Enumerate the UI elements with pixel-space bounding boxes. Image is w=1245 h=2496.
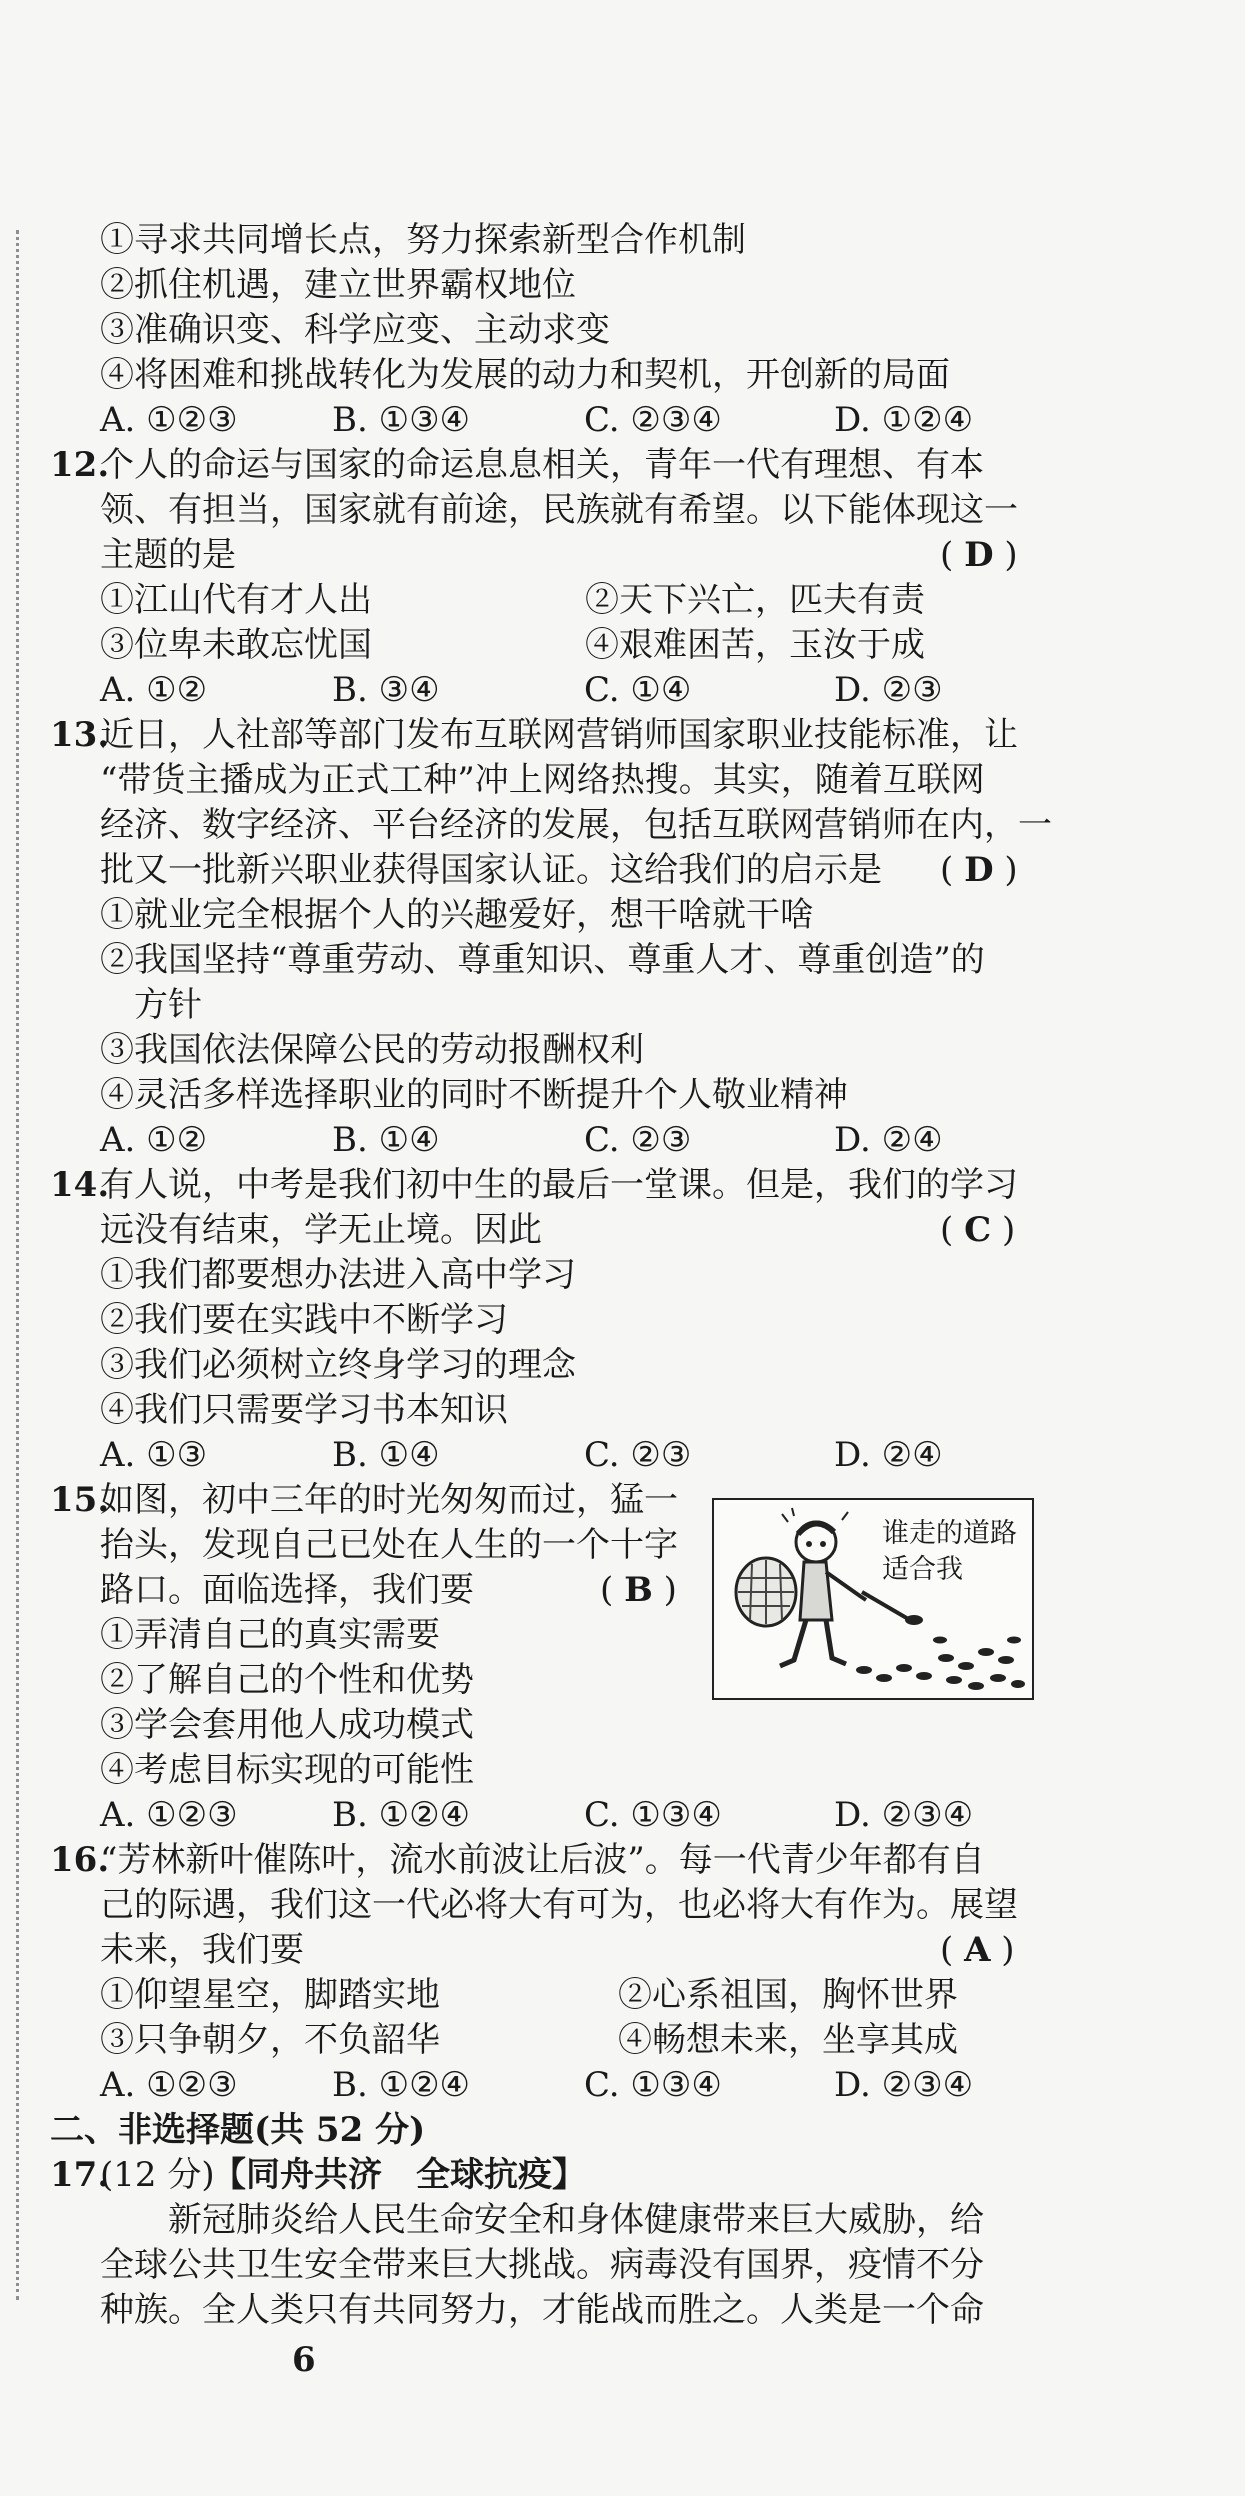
q17-title: 【同舟共济 全球抗疫】 xyxy=(212,2155,586,2195)
q17-number: 17. xyxy=(50,2155,110,2195)
q12-number: 12. xyxy=(50,445,110,485)
q16-option-1: ①仰望星空，脚踏实地 xyxy=(100,1975,440,2015)
q16-choice-a: A. ①②③ xyxy=(100,2065,238,2105)
q14-option-1: ①我们都要想办法进入高中学习 xyxy=(100,1255,576,1295)
q15-option-3: ③学会套用他人成功模式 xyxy=(100,1705,474,1745)
cartoon-caption-line-1: 谁走的道路 xyxy=(882,1518,1017,1549)
q14-answer: ( C ) xyxy=(940,1210,1016,1250)
q12-answer: ( D ) xyxy=(940,535,1018,575)
crossroads-cartoon xyxy=(712,1498,1034,1700)
q14-stem-line-1: 有人说，中考是我们初中生的最后一堂课。但是，我们的学习 xyxy=(100,1165,1018,1205)
q17-score: (12 分) xyxy=(100,2155,215,2195)
q13-option-3: ③我国依法保障公民的劳动报酬权利 xyxy=(100,1030,644,1070)
q14-stem-line-2: 远没有结束，学无止境。因此 xyxy=(100,1210,542,1250)
q11-choice-d: D. ①②④ xyxy=(834,400,974,440)
q15-choice-a: A. ①②③ xyxy=(100,1795,238,1835)
q12-choice-a: A. ①② xyxy=(100,670,208,710)
q12-stem-line-3: 主题的是 xyxy=(100,535,236,575)
q13-option-1: ①就业完全根据个人的兴趣爱好，想干啥就干啥 xyxy=(100,895,814,935)
q16-choice-b: B. ①②④ xyxy=(332,2065,471,2105)
q11-option-4: ④将困难和挑战转化为发展的动力和契机，开创新的局面 xyxy=(100,355,950,395)
q13-answer: ( D ) xyxy=(940,850,1018,890)
q14-option-2: ②我们要在实践中不断学习 xyxy=(100,1300,508,1340)
q12-choice-c: C. ①④ xyxy=(584,670,692,710)
q15-stem-line-2: 抬头，发现自己已处在人生的一个十字 xyxy=(100,1525,678,1565)
q16-number: 16. xyxy=(50,1840,110,1880)
q13-choice-d: D. ②④ xyxy=(834,1120,943,1160)
q13-number: 13. xyxy=(50,715,110,755)
q14-option-3: ③我们必须树立终身学习的理念 xyxy=(100,1345,576,1385)
q12-option-3: ③位卑未敢忘忧国 xyxy=(100,625,372,665)
section-heading-non-choice: 二、非选择题(共 52 分) xyxy=(50,2110,426,2150)
q13-option-2: ②我国坚持“尊重劳动、尊重知识、尊重人才、尊重创造”的 xyxy=(100,940,985,980)
cartoon-caption xyxy=(882,1516,1017,1588)
q12-option-4: ④艰难困苦，玉汝于成 xyxy=(585,625,925,665)
q15-answer: ( B ) xyxy=(600,1570,677,1610)
q13-choice-a: A. ①② xyxy=(100,1120,208,1160)
q11-option-3: ③准确识变、科学应变、主动求变 xyxy=(100,310,610,350)
q16-option-2: ②心系祖国，胸怀世界 xyxy=(618,1975,958,2015)
q17-paragraph-line-3: 种族。全人类只有共同努力，才能战而胜之。人类是一个命 xyxy=(100,2290,984,2330)
q13-choice-c: C. ②③ xyxy=(584,1120,692,1160)
q12-stem-line-2: 领、有担当，国家就有前途，民族就有希望。以下能体现这一 xyxy=(100,490,1018,530)
q12-choice-b: B. ③④ xyxy=(332,670,440,710)
q13-option-2-cont: 方针 xyxy=(134,985,202,1025)
q16-stem-line-2: 己的际遇，我们这一代必将大有可为，也必将大有作为。展望 xyxy=(100,1885,1018,1925)
q12-option-2: ②天下兴亡，匹夫有责 xyxy=(585,580,925,620)
q15-number: 15. xyxy=(50,1480,110,1520)
q12-choice-d: D. ②③ xyxy=(834,670,943,710)
page-number: 6 xyxy=(292,2340,316,2380)
q13-stem-line-2: “带货主播成为正式工种”冲上网络热搜。其实，随着互联网 xyxy=(100,760,985,800)
q14-option-4: ④我们只需要学习书本知识 xyxy=(100,1390,508,1430)
q13-option-4: ④灵活多样选择职业的同时不断提升个人敬业精神 xyxy=(100,1075,848,1115)
q16-choice-c: C. ①③④ xyxy=(584,2065,722,2105)
q11-choice-c: C. ②③④ xyxy=(584,400,722,440)
q15-stem-line-1: 如图，初中三年的时光匆匆而过，猛一 xyxy=(100,1480,678,1520)
q16-option-4: ④畅想未来，坐享其成 xyxy=(618,2020,958,2060)
q17-paragraph-line-1: 新冠肺炎给人民生命安全和身体健康带来巨大威胁，给 xyxy=(168,2200,984,2240)
q13-stem-line-4: 批又一批新兴职业获得国家认证。这给我们的启示是 xyxy=(100,850,882,890)
q11-option-2: ②抓住机遇，建立世界霸权地位 xyxy=(100,265,576,305)
binding-dotted-line xyxy=(16,230,19,2300)
q15-choice-d: D. ②③④ xyxy=(834,1795,974,1835)
q16-option-3: ③只争朝夕，不负韶华 xyxy=(100,2020,440,2060)
q13-stem-line-1: 近日，人社部等部门发布互联网营销师国家职业技能标准，让 xyxy=(100,715,1018,755)
q15-choice-b: B. ①②④ xyxy=(332,1795,471,1835)
q15-option-4: ④考虑目标实现的可能性 xyxy=(100,1750,474,1790)
q14-choice-a: A. ①③ xyxy=(100,1435,208,1475)
q14-choice-b: B. ①④ xyxy=(332,1435,440,1475)
q14-choice-d: D. ②④ xyxy=(834,1435,943,1475)
q11-option-1: ①寻求共同增长点，努力探索新型合作机制 xyxy=(100,220,746,260)
q16-choice-d: D. ②③④ xyxy=(834,2065,974,2105)
q12-stem-line-1: 个人的命运与国家的命运息息相关，青年一代有理想、有本 xyxy=(100,445,984,485)
q17-paragraph-line-2: 全球公共卫生安全带来巨大挑战。病毒没有国界，疫情不分 xyxy=(100,2245,984,2285)
cartoon-caption-line-2: 适合我 xyxy=(882,1554,963,1585)
q13-stem-line-3: 经济、数字经济、平台经济的发展，包括互联网营销师在内，一 xyxy=(100,805,1052,845)
q15-option-2: ②了解自己的个性和优势 xyxy=(100,1660,474,1700)
q16-answer: ( A ) xyxy=(940,1930,1015,1970)
q12-option-1: ①江山代有才人出 xyxy=(100,580,372,620)
q11-choice-b: B. ①③④ xyxy=(332,400,471,440)
q15-stem-line-3: 路口。面临选择，我们要 xyxy=(100,1570,474,1610)
q11-choice-a: A. ①②③ xyxy=(100,400,238,440)
q14-choice-c: C. ②③ xyxy=(584,1435,692,1475)
q16-stem-line-1: “芳林新叶催陈叶，流水前波让后波”。每一代青少年都有自 xyxy=(100,1840,985,1880)
q15-choice-c: C. ①③④ xyxy=(584,1795,722,1835)
q14-number: 14. xyxy=(50,1165,110,1205)
q15-option-1: ①弄清自己的真实需要 xyxy=(100,1615,440,1655)
q13-choice-b: B. ①④ xyxy=(332,1120,440,1160)
q16-stem-line-3: 未来，我们要 xyxy=(100,1930,304,1970)
